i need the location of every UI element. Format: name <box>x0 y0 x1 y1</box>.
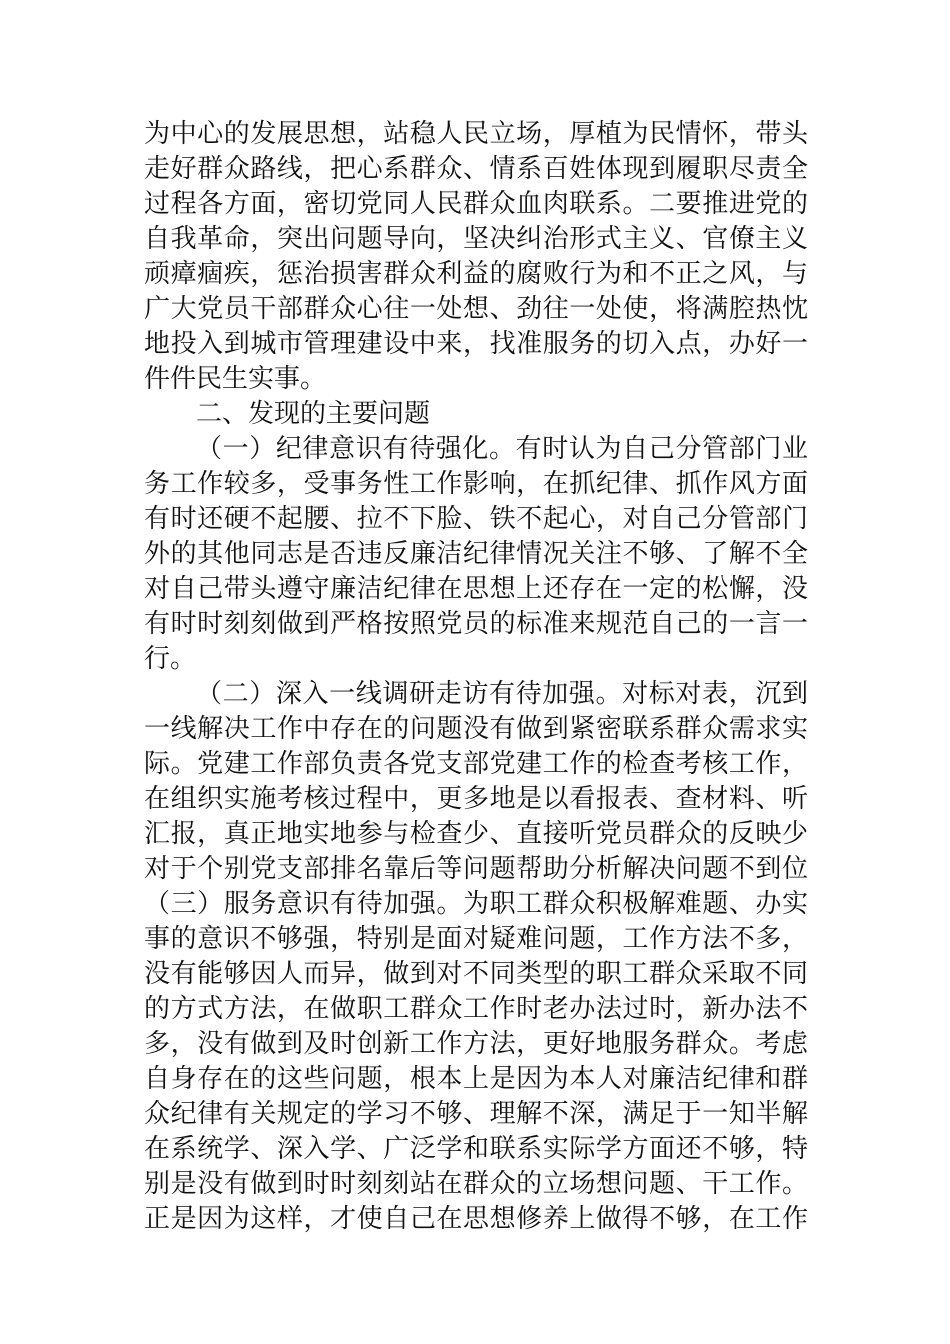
text-line-5: 顽瘴痼疾，惩治损害群众利益的腐败行为和不正之风，与 <box>144 259 808 289</box>
text-line-28: 自身存在的这些问题，根本上是因为本人对廉洁纪律和群 <box>144 1064 808 1094</box>
text-line-6: 广大党员干部群众心往一处想、劲往一处使，将满腔热忱 <box>144 294 808 324</box>
text-line-16: 行。 <box>144 644 197 674</box>
text-line-29: 众纪律有关规定的学习不够、理解不深，满足于一知半解 <box>144 1099 808 1129</box>
section-heading: 二、发现的主要问题 <box>196 399 431 429</box>
text-line-18: 一线解决工作中存在的问题没有做到紧密联系群众需求实 <box>144 714 808 744</box>
text-line-26: 的方式方法，在做职工群众工作时老办法过时，新办法不 <box>144 994 808 1024</box>
text-line-10: （一）纪律意识有待强化。有时认为自己分管部门业 <box>196 434 808 464</box>
document-body <box>144 117 808 1237</box>
text-line-24: 事的意识不够强，特别是面对疑难问题，工作方法不多， <box>144 924 808 954</box>
text-line-20: 在组织实施考核过程中，更多地是以看报表、查材料、听 <box>144 784 808 814</box>
text-line-3: 过程各方面，密切党同人民群众血肉联系。二要推进党的 <box>144 189 808 219</box>
text-line-25: 没有能够因人而异，做到对不同类型的职工群众采取不同 <box>144 959 808 989</box>
text-line-23: （三）服务意识有待加强。为职工群众积极解难题、办实 <box>144 889 808 919</box>
text-line-32: 正是因为这样，才使自己在思想修养上做得不够，在工作 <box>144 1204 808 1234</box>
text-line-21: 汇报，真正地实地参与检查少、直接听党员群众的反映少 <box>144 819 808 849</box>
text-line-31: 别是没有做到时时刻刻站在群众的立场想问题、干工作。 <box>144 1169 808 1199</box>
text-line-15: 有时时刻刻做到严格按照党员的标准来规范自己的一言一 <box>144 609 808 639</box>
text-line-27: 多，没有做到及时创新工作方法，更好地服务群众。考虑 <box>144 1029 808 1059</box>
text-line-4: 自我革命，突出问题导向，坚决纠治形式主义、官僚主义 <box>144 224 808 254</box>
text-line-14: 对自己带头遵守廉洁纪律在思想上还存在一定的松懈，没 <box>144 574 808 604</box>
text-line-17: （二）深入一线调研走访有待加强。对标对表，沉到 <box>196 679 808 709</box>
text-line-11: 务工作较多，受事务性工作影响，在抓纪律、抓作风方面 <box>144 469 808 499</box>
text-line-1: 为中心的发展思想，站稳人民立场，厚植为民情怀，带头 <box>144 119 808 149</box>
text-line-8: 件件民生实事。 <box>144 364 327 394</box>
text-line-7: 地投入到城市管理建设中来，找准服务的切入点，办好一 <box>144 329 808 359</box>
text-line-19: 际。党建工作部负责各党支部党建工作的检查考核工作， <box>144 749 808 779</box>
text-line-30: 在系统学、深入学、广泛学和联系实际学方面还不够，特 <box>144 1134 808 1164</box>
text-line-22: 对于个别党支部排名靠后等问题帮助分析解决问题不到位 <box>144 854 808 884</box>
text-line-12: 有时还硬不起腰、拉不下脸、铁不起心，对自己分管部门 <box>144 504 808 534</box>
text-line-13: 外的其他同志是否违反廉洁纪律情况关注不够、了解不全 <box>144 539 808 569</box>
text-line-2: 走好群众路线，把心系群众、情系百姓体现到履职尽责全 <box>144 154 808 184</box>
